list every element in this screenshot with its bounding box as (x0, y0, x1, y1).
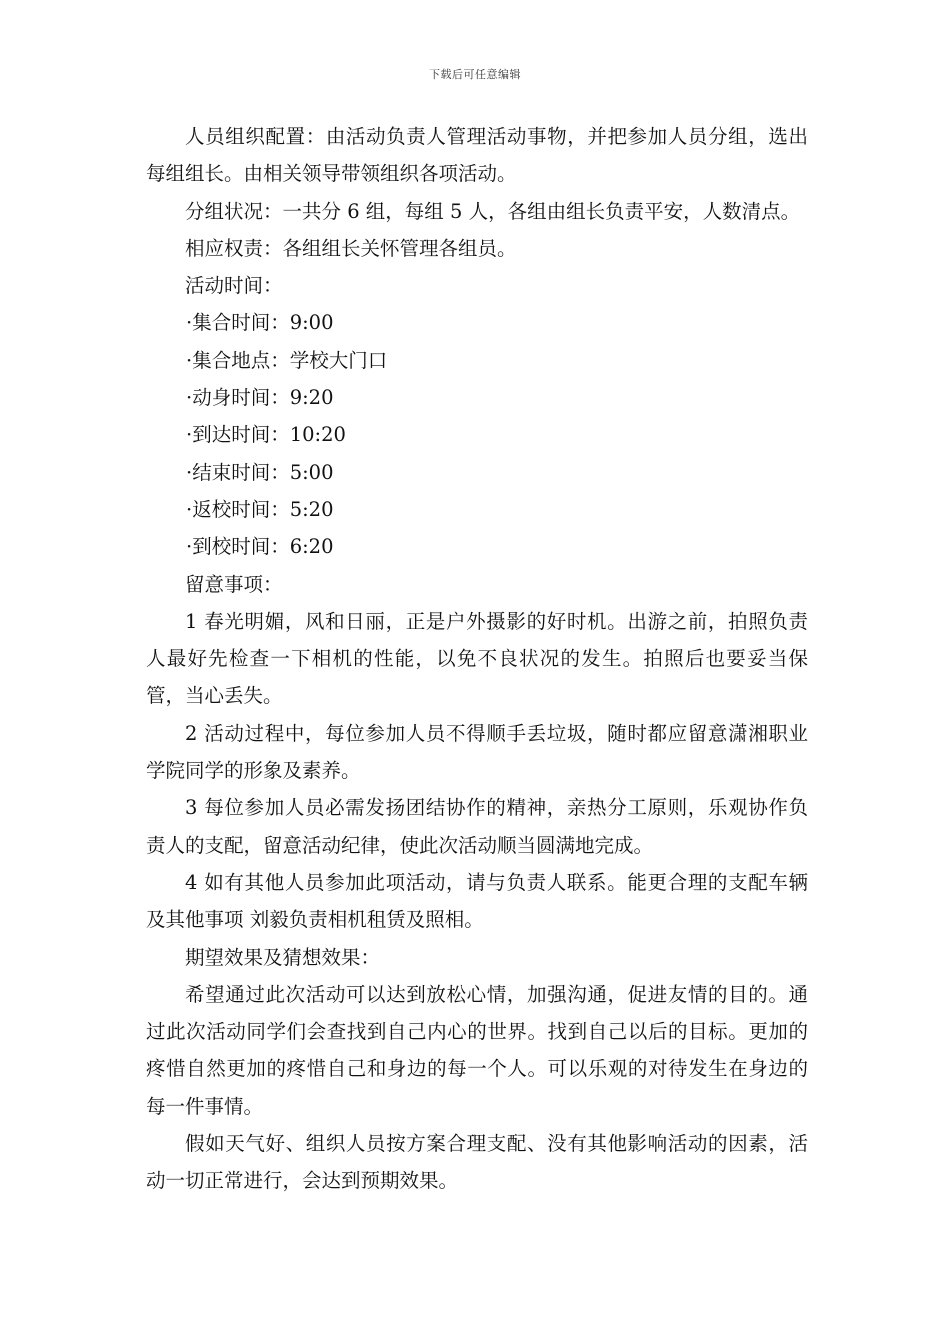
paragraph-note-3: 3 每位参加人员必需发扬团结协作的精神，亲热分工原则，乐观协作负责人的支配，留意活动纪律，使此次活动顺当圆满地完成。 (146, 796, 808, 857)
paragraph-note-4: 4 如有其他人员参加此项活动，请与负责人联系。能更合理的支配车辆及其他事项 刘毅负责相机租赁及照相。 (146, 870, 808, 932)
paragraph-org-config: 人员组织配置：由活动负责人管理活动事物，并把参加人员分组，选出每组组长。由相关领导带领组织各项活动。 (146, 125, 808, 186)
paragraph-responsibility: 相应权责：各组组长关怀管理各组员。 (185, 236, 517, 260)
schedule-item: ·返校时间：5:20 (186, 497, 334, 521)
schedule-item: ·集合时间：9:00 (186, 311, 334, 335)
document-body (146, 118, 808, 1200)
paragraph-notes-label: 留意事项： (185, 572, 283, 596)
paragraph-grouping: 分组状况：一共分 6 组，每组 5 人，各组由组长负责平安，人数清点。 (185, 199, 801, 223)
paragraph-note-2: 2 活动过程中，每位参加人员不得顺手丢垃圾，随时都应留意潇湘职业学院同学的形象及素养。 (146, 721, 808, 783)
paragraph-conclusion: 假如天气好、组织人员按方案合理支配、没有其他影响活动的因素，活动一切正常进行，会达到预期效果。 (146, 1132, 808, 1193)
paragraph-activity-time-label: 活动时间： (185, 274, 283, 298)
schedule-item: ·结束时间：5:00 (186, 460, 334, 484)
schedule-item: ·到校时间：6:20 (186, 535, 334, 559)
schedule-item: ·到达时间：10:20 (186, 423, 346, 447)
schedule-item: ·集合地点：学校大门口 (186, 348, 388, 372)
schedule-list (146, 304, 808, 565)
header-note: 下载后可任意编辑 (429, 68, 521, 81)
schedule-item: ·动身时间：9:20 (186, 386, 334, 410)
paragraph-note-1: 1 春光明媚，风和日丽，正是户外摄影的好时机。出游之前，拍照负责人最好先检查一下相机的性能，以免不良状况的发生。拍照后也要妥当保管，当心丢失。 (146, 609, 808, 708)
paragraph-expectation: 希望通过此次活动可以达到放松心情，加强沟通，促进友情的目的。通过此次活动同学们会查找到自己内心的世界。找到自己以后的目标。更加的疼惜自然更加的疼惜自己和身边的每一个人。可以乐观的对待发生在身边的每一件事情。 (146, 982, 808, 1118)
paragraph-expectation-label: 期望效果及猜想效果： (185, 945, 381, 969)
